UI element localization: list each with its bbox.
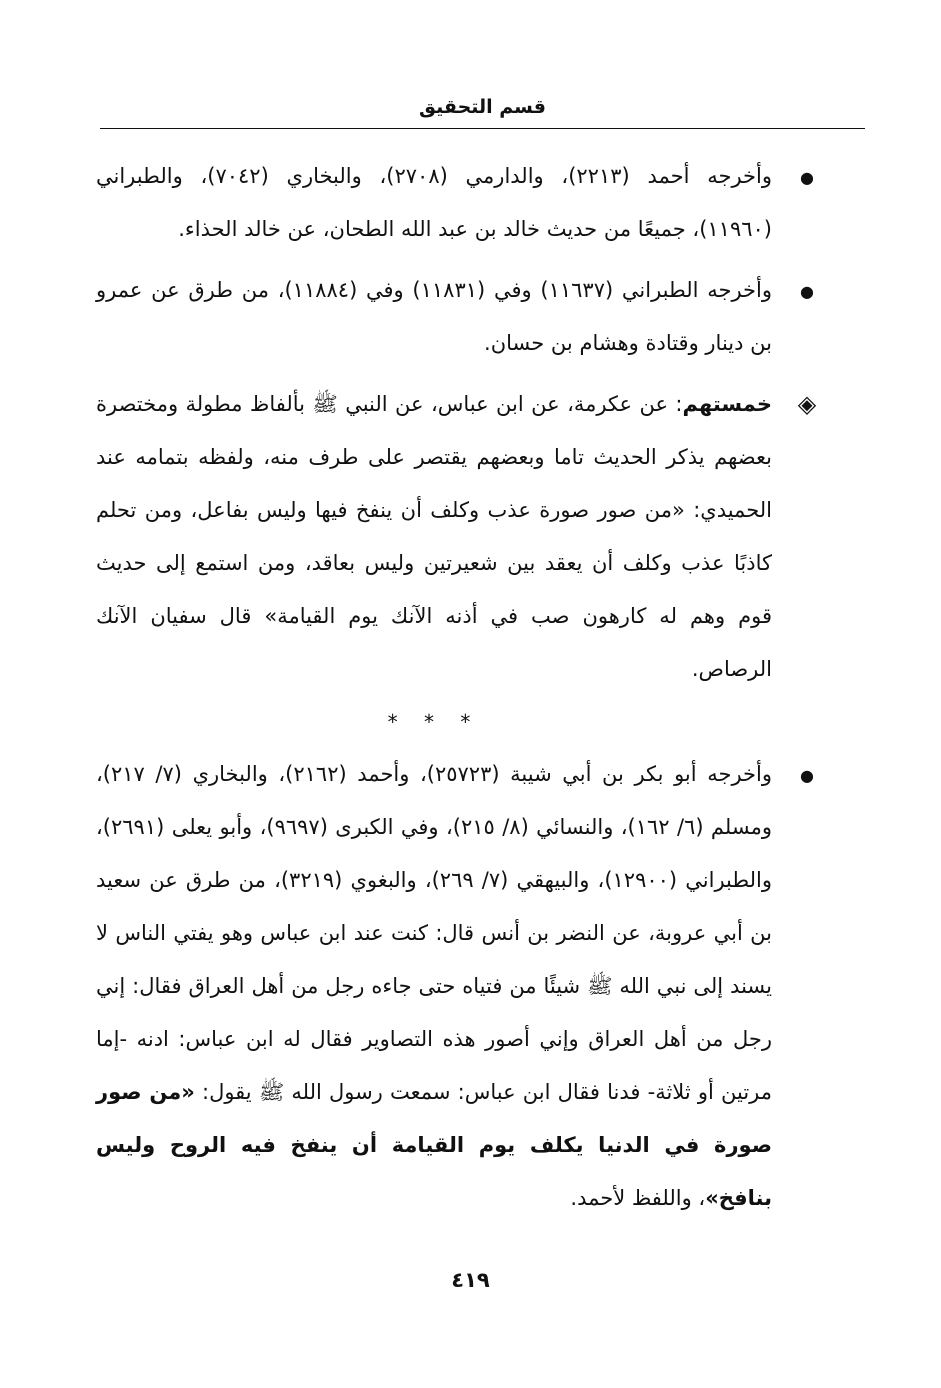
entry-takhrij-2 — [96, 264, 772, 370]
page-number: ٤١٩ — [451, 1268, 490, 1292]
entry-summary — [96, 378, 772, 696]
bullet-icon — [792, 150, 822, 204]
entry-lead: خمستهم — [682, 392, 772, 416]
entry-takhrij-3 — [96, 748, 772, 1225]
entry-tail: ، واللفظ لأحمد. — [570, 1186, 706, 1210]
bullet-icon — [792, 748, 822, 802]
entry-text: وأخرجه أحمد (٢٢١٣)، والدارمي (٢٧٠٨)، والبخاري (٧٠٤٢)، والطبراني (١١٩٦٠)، جميعًا من حديث خالد بن عبد الله الطحان، عن خالد الحذاء. — [96, 164, 772, 241]
entry-takhrij-1 — [96, 150, 772, 256]
entry-text: وأخرجه الطبراني (١١٦٣٧) وفي (١١٨٣١) وفي (١١٨٨٤)، من طرق عن عمرو بن دينار وقتادة وهشام بن حسان. — [96, 278, 772, 355]
hadith-quote: «من صور صورة في الدنيا يكلف يوم القيامة أن ينفخ فيه الروح وليس بنافخ» — [96, 1080, 772, 1210]
section-separator: * * * — [387, 710, 481, 734]
bullet-icon — [792, 264, 822, 318]
entry-text: وأخرجه أبو بكر بن أبي شيبة (٢٥٧٢٣)، وأحمد (٢١٦٢)، والبخاري (٧/ ٢١٧)، ومسلم (٦/ ١٦٢)، والنسائي (٨/ ٢١٥)، وفي الكبرى (٩٦٩٧)، وأبو يعلى (٢٦٩١)، والطبراني (١٢٩٠٠)، والبيهقي (٧/ ٢٦٩)، والبغوي (٣٢١٩)، من طرق عن سعيد بن أبي عروبة، عن النضر بن أنس قال: كنت عند ابن عباس وهو يفتي الناس لا يسند إلى نبي الله ﷺ شيئًا من فتياه حتى جاءه رجل من أهل العراق فقال: إني رجل من أهل العراق وإني أصور هذه التصاوير فقال له ابن عباس: ادنه -إما مرتين أو ثلاثة- فدنا فقال ابن عباس: سمعت رسول الله ﷺ يقول: — [96, 762, 772, 1104]
running-header: قسم التحقيق — [419, 96, 546, 118]
body-text — [96, 150, 772, 1225]
diamond-icon — [792, 378, 822, 432]
header-rule — [100, 128, 865, 129]
entry-text: : عن عكرمة، عن ابن عباس، عن النبي ﷺ بألفاظ مطولة ومختصرة بعضهم يذكر الحديث تاما وبعضهم يقتصر على طرف منه، ولفظه بتمامه عند الحميدي: «من صور صورة عذب وكلف أن ينفخ فيها وليس بفاعل، ومن تحلم كاذبًا عذب وكلف أن يعقد بين شعيرتين وليس بعاقد، ومن استمع إلى حديث قوم وهم له كارهون صب في أذنه الآنك يوم القيامة» قال سفيان الآنك الرصاص. — [96, 392, 772, 681]
